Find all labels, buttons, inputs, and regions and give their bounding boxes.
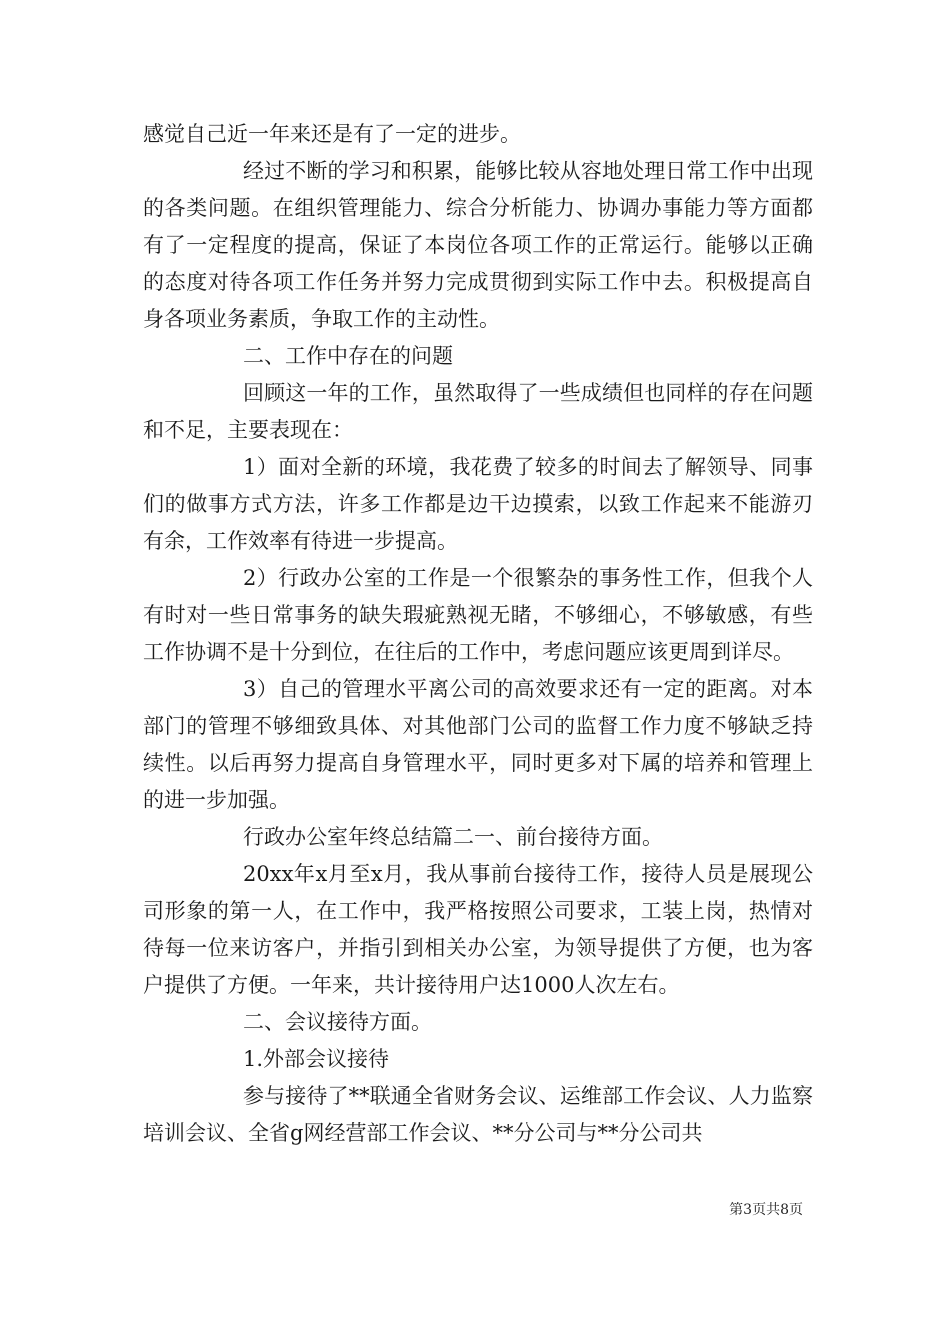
paragraph-2: 经过不断的学习和积累，能够比较从容地处理日常工作中出现的各类问题。在组织管理能力、综合分析能力、协调办事能力等方面都有了一定程度的提高，保证了本岗位各项工作的正常运行。能够以正确的态度对待各项工作任务并努力完成贯彻到实际工作中去。积极提高自身各项业务素质，争取工作的主动性。: [143, 159, 813, 331]
paragraph-3: 回顾这一年的工作，虽然取得了一些成绩但也同样的存在问题和不足，主要表现在：: [143, 381, 813, 442]
document-body: [143, 116, 813, 1152]
paragraph-5: 参与接待了**联通全省财务会议、运维部工作会议、人力监察培训会议、全省g网经营部工作会议、**分公司与**分公司共: [143, 1084, 813, 1145]
section-heading-problems: 二、工作中存在的问题: [243, 344, 453, 368]
page-number-footer: 第3页共8页: [729, 1202, 803, 1218]
section-heading-reception: 行政办公室年终总结篇二一、前台接待方面。: [243, 825, 663, 849]
section-heading-meeting: 二、会议接待方面。: [243, 1010, 432, 1034]
list-item-1: 1）面对全新的环境，我花费了较多的时间去了解领导、同事们的做事方式方法，许多工作都是边干边摸索，以致工作起来不能游刃有余，工作效率有待进一步提高。: [143, 455, 813, 553]
list-item-2: 2）行政办公室的工作是一个很繁杂的事务性工作，但我个人有时对一些日常事务的缺失瑕疵熟视无睹，不够细心，不够敏感，有些工作协调不是十分到位，在往后的工作中，考虑问题应该更周到详尽。: [143, 566, 813, 664]
list-item-3: 3）自己的管理水平离公司的高效要求还有一定的距离。对本部门的管理不够细致具体、对其他部门公司的监督工作力度不够缺乏持续性。以后再努力提高自身管理水平，同时更多对下属的培养和管理上的进一步加强。: [143, 677, 813, 812]
paragraph-1: 感觉自己近一年来还是有了一定的进步。: [143, 122, 521, 146]
paragraph-4: 20xx年x月至x月，我从事前台接待工作，接待人员是展现公司形象的第一人，在工作中，我严格按照公司要求，工装上岗，热情对待每一位来访客户，并指引到相关办公室，为领导提供了方便，也为客户提供了方便。一年来，共计接待用户达1000人次左右。: [143, 862, 813, 997]
subheading-external-meeting: 1.外部会议接待: [243, 1047, 390, 1071]
